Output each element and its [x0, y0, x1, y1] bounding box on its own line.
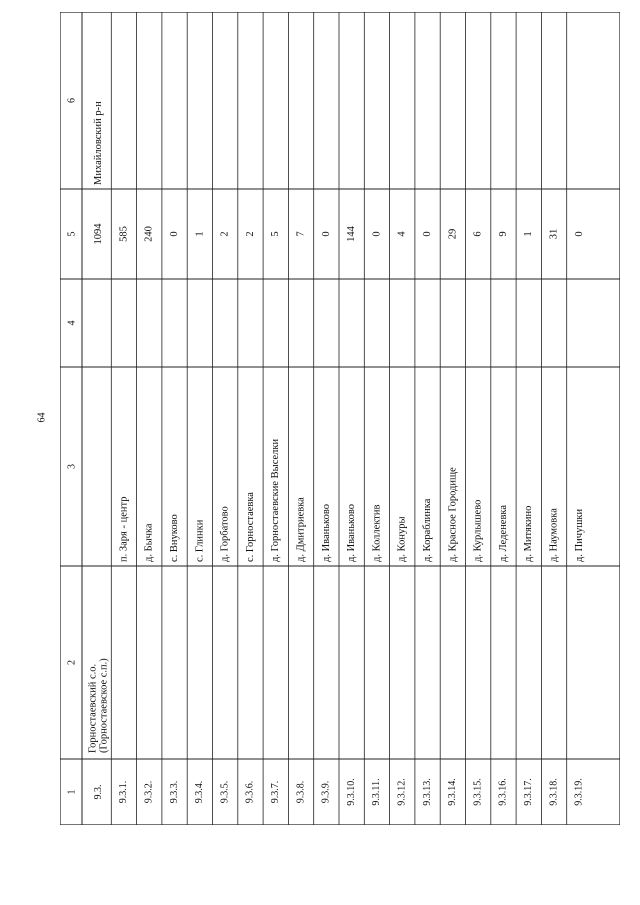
- population-value: 7: [295, 231, 307, 237]
- column-header-1: 1: [66, 789, 78, 795]
- population-value: 4: [396, 231, 408, 237]
- table-grid: [60, 12, 620, 825]
- settlement-name: д. Пичушки: [573, 508, 585, 562]
- settlement-name: с. Горностаевка: [244, 492, 256, 562]
- population-value: 1094: [93, 223, 105, 245]
- population-value: 6: [472, 231, 484, 237]
- row-number: 9.3.11.: [371, 778, 383, 806]
- settlement-name: д. Кораблинка: [421, 498, 433, 562]
- row-number: 9.3.19.: [573, 778, 585, 806]
- population-value: 1: [523, 231, 535, 237]
- population-value: 9: [497, 231, 509, 237]
- population-value: 0: [573, 231, 585, 237]
- row-number: 9.3.13.: [421, 778, 433, 806]
- row-number: 9.3.6.: [244, 780, 256, 804]
- row-number: 9.3.14.: [447, 778, 459, 806]
- settlement-name: д. Курлышево: [472, 499, 484, 562]
- row-number: 9.3.15.: [472, 778, 484, 806]
- row-number: 9.3.3.: [168, 780, 180, 804]
- settlement-name: д. Горбатово: [219, 506, 231, 562]
- row-number: 9.3.10.: [345, 778, 357, 806]
- settlement-name: д. Бычка: [143, 523, 155, 562]
- region-name: Михайловский р-н: [93, 101, 105, 185]
- settlement-name: д. Дмитриевка: [295, 497, 307, 562]
- population-value: 31: [548, 228, 560, 240]
- row-number: 9.3.2.: [143, 780, 155, 804]
- population-value: 240: [143, 226, 155, 242]
- settlement-name: д. Наумовка: [548, 508, 560, 562]
- population-value: 0: [168, 231, 180, 237]
- population-value: 0: [421, 231, 433, 237]
- settlement-name: д. Конуры: [396, 516, 408, 562]
- settlement-name: д. Горностаевские Выселки: [270, 438, 282, 562]
- row-number: 9.3.12.: [396, 778, 408, 806]
- population-value: 2: [219, 231, 231, 237]
- population-value: 2: [244, 231, 256, 237]
- settlement-name: д. Иваньково: [346, 503, 358, 562]
- document-table: [60, 12, 620, 825]
- population-value: 144: [346, 226, 358, 242]
- settlement-name: с. Глинки: [194, 519, 206, 562]
- population-value: 5: [270, 231, 282, 237]
- settlement-name: с. Внуково: [168, 514, 180, 562]
- district-name-line2: (Горностаевское с.п.): [98, 658, 110, 753]
- row-number: 9.3.4.: [194, 780, 206, 804]
- column-header-5: 5: [66, 231, 78, 237]
- row-number: 9.3.17.: [523, 778, 535, 806]
- column-header-2: 2: [66, 660, 78, 665]
- settlement-name: п. Заря - центр: [118, 496, 130, 562]
- district-name: Горностаевский с.о.: [87, 663, 99, 753]
- population-value: 1: [194, 231, 206, 237]
- column-header-6: 6: [66, 98, 78, 103]
- row-number: 9.3.16.: [497, 778, 509, 806]
- column-header-4: 4: [66, 320, 78, 326]
- row-number: 9.3.: [92, 784, 104, 800]
- population-value: 29: [447, 228, 459, 240]
- settlement-name: д. Митякино: [523, 505, 535, 562]
- row-number: 9.3.7.: [270, 780, 282, 804]
- settlement-name: д. Коллектив: [371, 504, 383, 562]
- row-number: 9.3.8.: [295, 780, 307, 804]
- row-number: 9.3.5.: [219, 780, 231, 804]
- row-number: 9.3.18.: [548, 778, 560, 806]
- column-header-3: 3: [66, 464, 78, 469]
- page-number: 64: [36, 412, 48, 423]
- population-value: 585: [118, 226, 130, 242]
- table-cells: [66, 98, 584, 806]
- settlement-name: д. Леденевка: [497, 504, 509, 562]
- settlement-name: д. Красное Городище: [447, 467, 459, 562]
- row-number: 9.3.1.: [118, 780, 130, 804]
- population-value: 0: [371, 231, 383, 237]
- population-value: 0: [320, 231, 332, 237]
- settlement-name: д. Иваньково: [320, 503, 332, 562]
- row-number: 9.3.9.: [320, 780, 332, 804]
